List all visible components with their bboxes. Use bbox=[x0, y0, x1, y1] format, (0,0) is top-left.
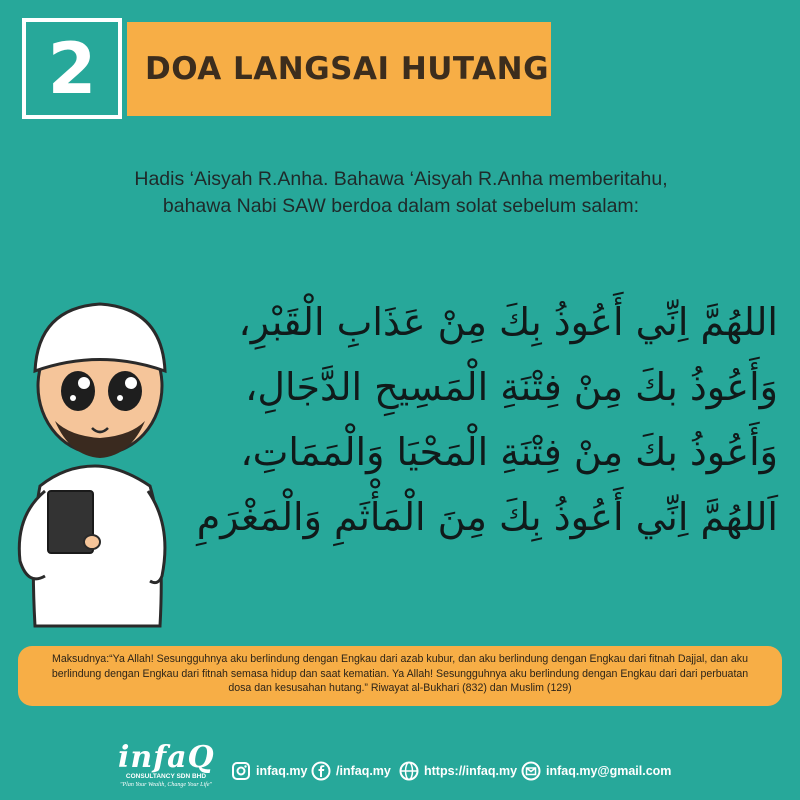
translation-line-3: dosa dan kesusahan hutang.” Riwayat al-Bukhari (832) dan Muslim (129) bbox=[228, 682, 572, 694]
website-link: https://infaq.my bbox=[424, 764, 518, 778]
arabic-doa bbox=[178, 290, 778, 550]
email-icon bbox=[521, 761, 541, 781]
arabic-line: اللهُمَّ اِنِّي أَعُوذُ بِكَ مِنْ عَذَابِ الْقَبْرِ، bbox=[238, 300, 778, 344]
website-contact[interactable] bbox=[399, 761, 517, 781]
number-badge bbox=[22, 18, 122, 119]
translation-line-1: Maksudnya:“Ya Allah! Sesungguhnya aku berlindung dengan Engkau dari azab kubur, dan aku berlindung dengan Engkau dari fitnah Dajjal, dan aku bbox=[52, 653, 748, 665]
intro-line-1: Hadis ‘Aisyah R.Anha. Bahawa ‘Aisyah R.Anha memberitahu, bbox=[134, 168, 668, 190]
number-text: 2 bbox=[47, 27, 97, 110]
footer bbox=[0, 735, 800, 800]
logo-text: infaQ bbox=[118, 740, 215, 775]
email-address: infaq.my@gmail.com bbox=[546, 764, 672, 778]
character-illustration bbox=[0, 286, 190, 636]
intro-text bbox=[90, 166, 712, 220]
instagram-contact[interactable] bbox=[231, 761, 307, 781]
email-contact[interactable] bbox=[521, 761, 671, 781]
title-banner bbox=[127, 22, 551, 116]
globe-icon bbox=[399, 761, 419, 781]
instagram-icon bbox=[231, 761, 251, 781]
facebook-handle: /infaq.my bbox=[336, 764, 391, 778]
facebook-contact[interactable] bbox=[311, 761, 391, 781]
infaq-logo bbox=[118, 740, 215, 795]
facebook-icon bbox=[311, 761, 331, 781]
instagram-handle: infaq.my bbox=[256, 764, 308, 778]
translation-box bbox=[18, 646, 782, 706]
logo-subtitle: CONSULTANCY SDN BHD bbox=[125, 773, 207, 780]
arabic-line: وَأَعُوذُ بكَ مِنْ فِتْنَةِ الْمَسِيحِ الدَّجَالِ، bbox=[245, 365, 778, 409]
logo-tagline: "Plan Your Wealth, Change Your Life" bbox=[119, 782, 213, 788]
arabic-line: وَأَعُوذُ بكَ مِنْ فِتْنَةِ الْمَحْيَا وَالْمَمَاتِ، bbox=[240, 430, 778, 474]
intro-line-2: bahawa Nabi SAW berdoa dalam solat sebelum salam: bbox=[162, 195, 640, 217]
translation-line-2: berlindung dengan Engkau dari fitnah semasa hidup dan saat kematian. Ya Allah! Sesungguhnya aku berlindung dengan Engkau dari dari perbuatan bbox=[51, 667, 749, 680]
arabic-line: اَللهُمَّ اِنِّي أَعُوذُ بِكَ مِنَ الْمَأْثَمِ وَالْمَغْرَمِ bbox=[196, 495, 778, 539]
page-title: DOA LANGSAI HUTANG bbox=[145, 51, 550, 87]
